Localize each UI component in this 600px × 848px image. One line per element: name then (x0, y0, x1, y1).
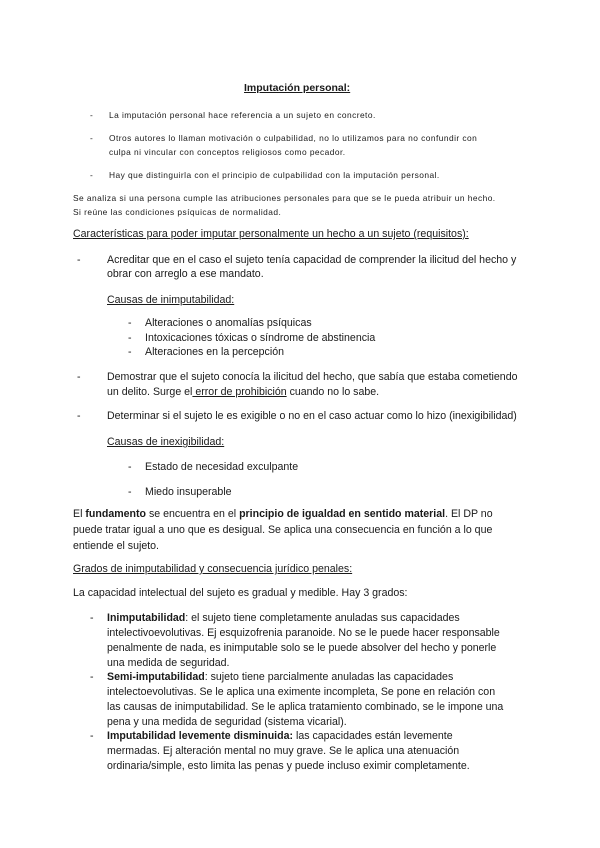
bullet-dash: - (90, 612, 94, 624)
grade-term: Semi-imputabilidad (107, 671, 205, 683)
text-run: El (73, 508, 86, 520)
error-de-prohibicion-term: error de prohibición (192, 386, 287, 398)
requirement-line: Demostrar que el sujeto conocía la ilicitud del hecho, que sabía que estaba cometiendo (107, 371, 518, 383)
section-heading: Características para poder imputar personalmente un hecho a un sujeto (requisitos): (73, 228, 469, 240)
list-item: Alteraciones o anomalías psíquicas (145, 317, 312, 329)
text-run: las capacidades están levemente (293, 730, 453, 742)
bullet-dash: - (128, 486, 132, 498)
paragraph-line: Si reúne las condiciones psíquicas de normalidad. (73, 207, 282, 217)
grade-line: intelectoevolutivas. Se le aplica una eximente incompleta, Se pone en relación con (107, 686, 496, 698)
section-heading: Grados de inimputabilidad y consecuencia jurídico penales: (73, 563, 353, 575)
text-run: cuando no lo sabe. (286, 386, 380, 398)
requirement-line: Determinar si el sujeto le es exigible o no en el caso actuar como lo hizo (inexigibilidad) (107, 410, 517, 422)
bullet-dash: - (77, 410, 81, 422)
text-run: : sujeto tiene parcialmente anuladas las capacidades (204, 671, 454, 683)
bullet-dash: - (128, 346, 132, 358)
grade-line: intelectivoevolutivas. Ej esquizofrenia paranoide. No se le puede hacer responsable (107, 627, 500, 639)
page-title: Imputación personal: (244, 82, 351, 94)
bullet-dash: - (90, 170, 94, 180)
bullet-dash: - (128, 317, 132, 329)
subsection-heading: Causas de inexigibilidad: (107, 436, 225, 448)
grade-item (107, 612, 460, 624)
list-item-continuation: culpa ni vincular con conceptos religiosos como pecador. (109, 147, 346, 157)
text-run: un delito. Surge el (107, 386, 193, 398)
bullet-dash: - (77, 254, 81, 266)
grade-term: Imputabilidad levemente disminuida: (107, 730, 294, 742)
paragraph-line: puede tratar igual a uno que es desigual. Se aplica una consecuencia en función a lo que (73, 524, 493, 536)
grade-item (107, 730, 453, 742)
bullet-dash: - (77, 371, 81, 383)
subsection-heading: Causas de inimputabilidad: (107, 294, 235, 306)
grade-line: pena y una medida de seguridad (sistema vicarial). (107, 716, 347, 728)
bold-term: fundamento (85, 508, 146, 520)
paragraph-line: La capacidad intelectual del sujeto es gradual y medible. Hay 3 grados: (73, 587, 408, 599)
requirement-line: obrar con arreglo a ese mandato. (107, 268, 264, 280)
list-item: Miedo insuperable (145, 486, 232, 498)
bullet-dash: - (90, 133, 94, 143)
list-item: La imputación personal hace referencia a un sujeto en concreto. (109, 110, 376, 120)
paragraph-line: entiende el sujeto. (73, 540, 159, 552)
bullet-dash: - (128, 461, 132, 473)
grade-item (107, 671, 453, 683)
bullet-dash: - (128, 332, 132, 344)
grade-term: Inimputabilidad (107, 612, 186, 624)
paragraph-line: Se analiza si una persona cumple las atribuciones personales para que se le pueda atribuir un hecho. (73, 193, 496, 203)
grade-line: ordinaria/simple, esto limita las penas y puede incluso eximir completamente. (107, 760, 470, 772)
text-run: . El DP no (445, 508, 493, 520)
grade-line: mermadas. Ej alteración mental no muy grave. Se le aplica una atenuación (107, 745, 460, 757)
text-run: se encuentra en el (146, 508, 240, 520)
paragraph-line (73, 508, 493, 520)
list-item: Alteraciones en la percepción (145, 346, 284, 358)
bullet-dash: - (90, 671, 94, 683)
list-item: Hay que distinguirla con el principio de culpabilidad con la imputación personal. (109, 170, 440, 180)
text-run: : el sujeto tiene completamente anuladas sus capacidades (185, 612, 460, 624)
list-item: Otros autores lo llaman motivación o culpabilidad, no lo utilizamos para no confundir con (109, 133, 478, 143)
requirement-line (107, 386, 379, 398)
grade-line: penalmente de nada, es inimputable solo se le puede absolver del hecho y ponerle (107, 642, 497, 654)
bullet-dash: - (90, 110, 94, 120)
grade-line: una medida de seguridad. (107, 657, 230, 669)
requirement-line: Acreditar que en el caso el sujeto tenía capacidad de comprender la ilicitud del hecho y (107, 254, 517, 266)
bold-term: principio de igualdad en sentido material (239, 508, 446, 520)
grade-line: las causas de inimputabilidad. Se le aplica tratamiento combinado, se le impone una (107, 701, 504, 713)
bullet-dash: - (90, 730, 94, 742)
list-item: Intoxicaciones tóxicas o síndrome de abstinencia (145, 332, 376, 344)
list-item: Estado de necesidad exculpante (145, 461, 299, 473)
